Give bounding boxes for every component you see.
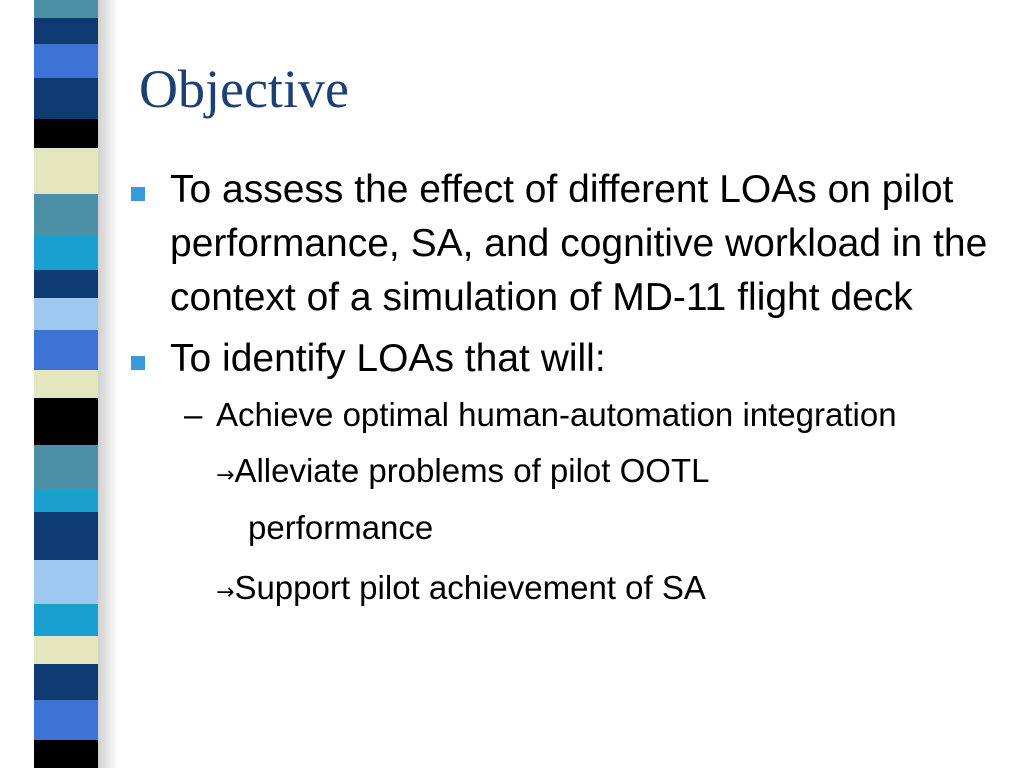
bullet-list — [128, 163, 1008, 619]
stripe-segment — [34, 236, 98, 270]
arrow-item-text: Support pilot achievement of SA — [234, 569, 706, 606]
square-bullet-icon — [131, 356, 145, 370]
stripe-segment — [34, 740, 98, 768]
stripe-segment — [34, 18, 98, 44]
decorative-stripe-bar — [34, 0, 98, 768]
stripe-segment — [34, 512, 98, 560]
stripe-segment — [34, 700, 98, 740]
arrow-item — [216, 562, 1008, 619]
stripe-segment — [34, 44, 98, 78]
stripe-segment — [34, 330, 98, 370]
dash-icon: – — [184, 396, 203, 433]
stripe-segment — [34, 664, 98, 700]
stripe-segment — [34, 604, 98, 636]
arrow-item-text: Alleviate problems of pilot OOTL — [234, 452, 710, 489]
stripe-segment — [34, 560, 98, 604]
square-bullet-icon — [131, 187, 145, 201]
stripe-segment — [34, 298, 98, 330]
stripe-segment — [34, 0, 98, 18]
bullet-text: To identify LOAs that will: — [170, 337, 606, 380]
stripe-segment — [34, 78, 98, 119]
arrow-item — [216, 445, 1008, 554]
sub-bullet-text: Achieve optimal human-automation integration — [216, 396, 897, 433]
right-arrow-icon: → — [216, 463, 235, 488]
bullet-item — [128, 332, 1008, 386]
stripe-shadow — [98, 0, 118, 768]
stripe-segment — [34, 636, 98, 664]
stripe-segment — [34, 194, 98, 236]
stripe-segment — [34, 490, 98, 512]
right-arrow-icon: → — [216, 580, 235, 605]
stripe-segment — [34, 398, 98, 445]
sub-bullet-item — [184, 393, 1008, 437]
bullet-item — [128, 163, 1008, 325]
stripe-segment — [34, 270, 98, 298]
stripe-segment — [34, 445, 98, 490]
bullet-text: To assess the effect of different LOAs on pilot performance, SA, and cognitive workload in the context of a simulation of MD-11 flight deck — [170, 168, 988, 319]
stripe-segment — [34, 148, 98, 194]
stripe-segment — [34, 370, 98, 398]
arrow-item-continuation: performance — [248, 509, 434, 546]
slide-title: Objective — [139, 59, 349, 119]
stripe-segment — [34, 119, 98, 148]
